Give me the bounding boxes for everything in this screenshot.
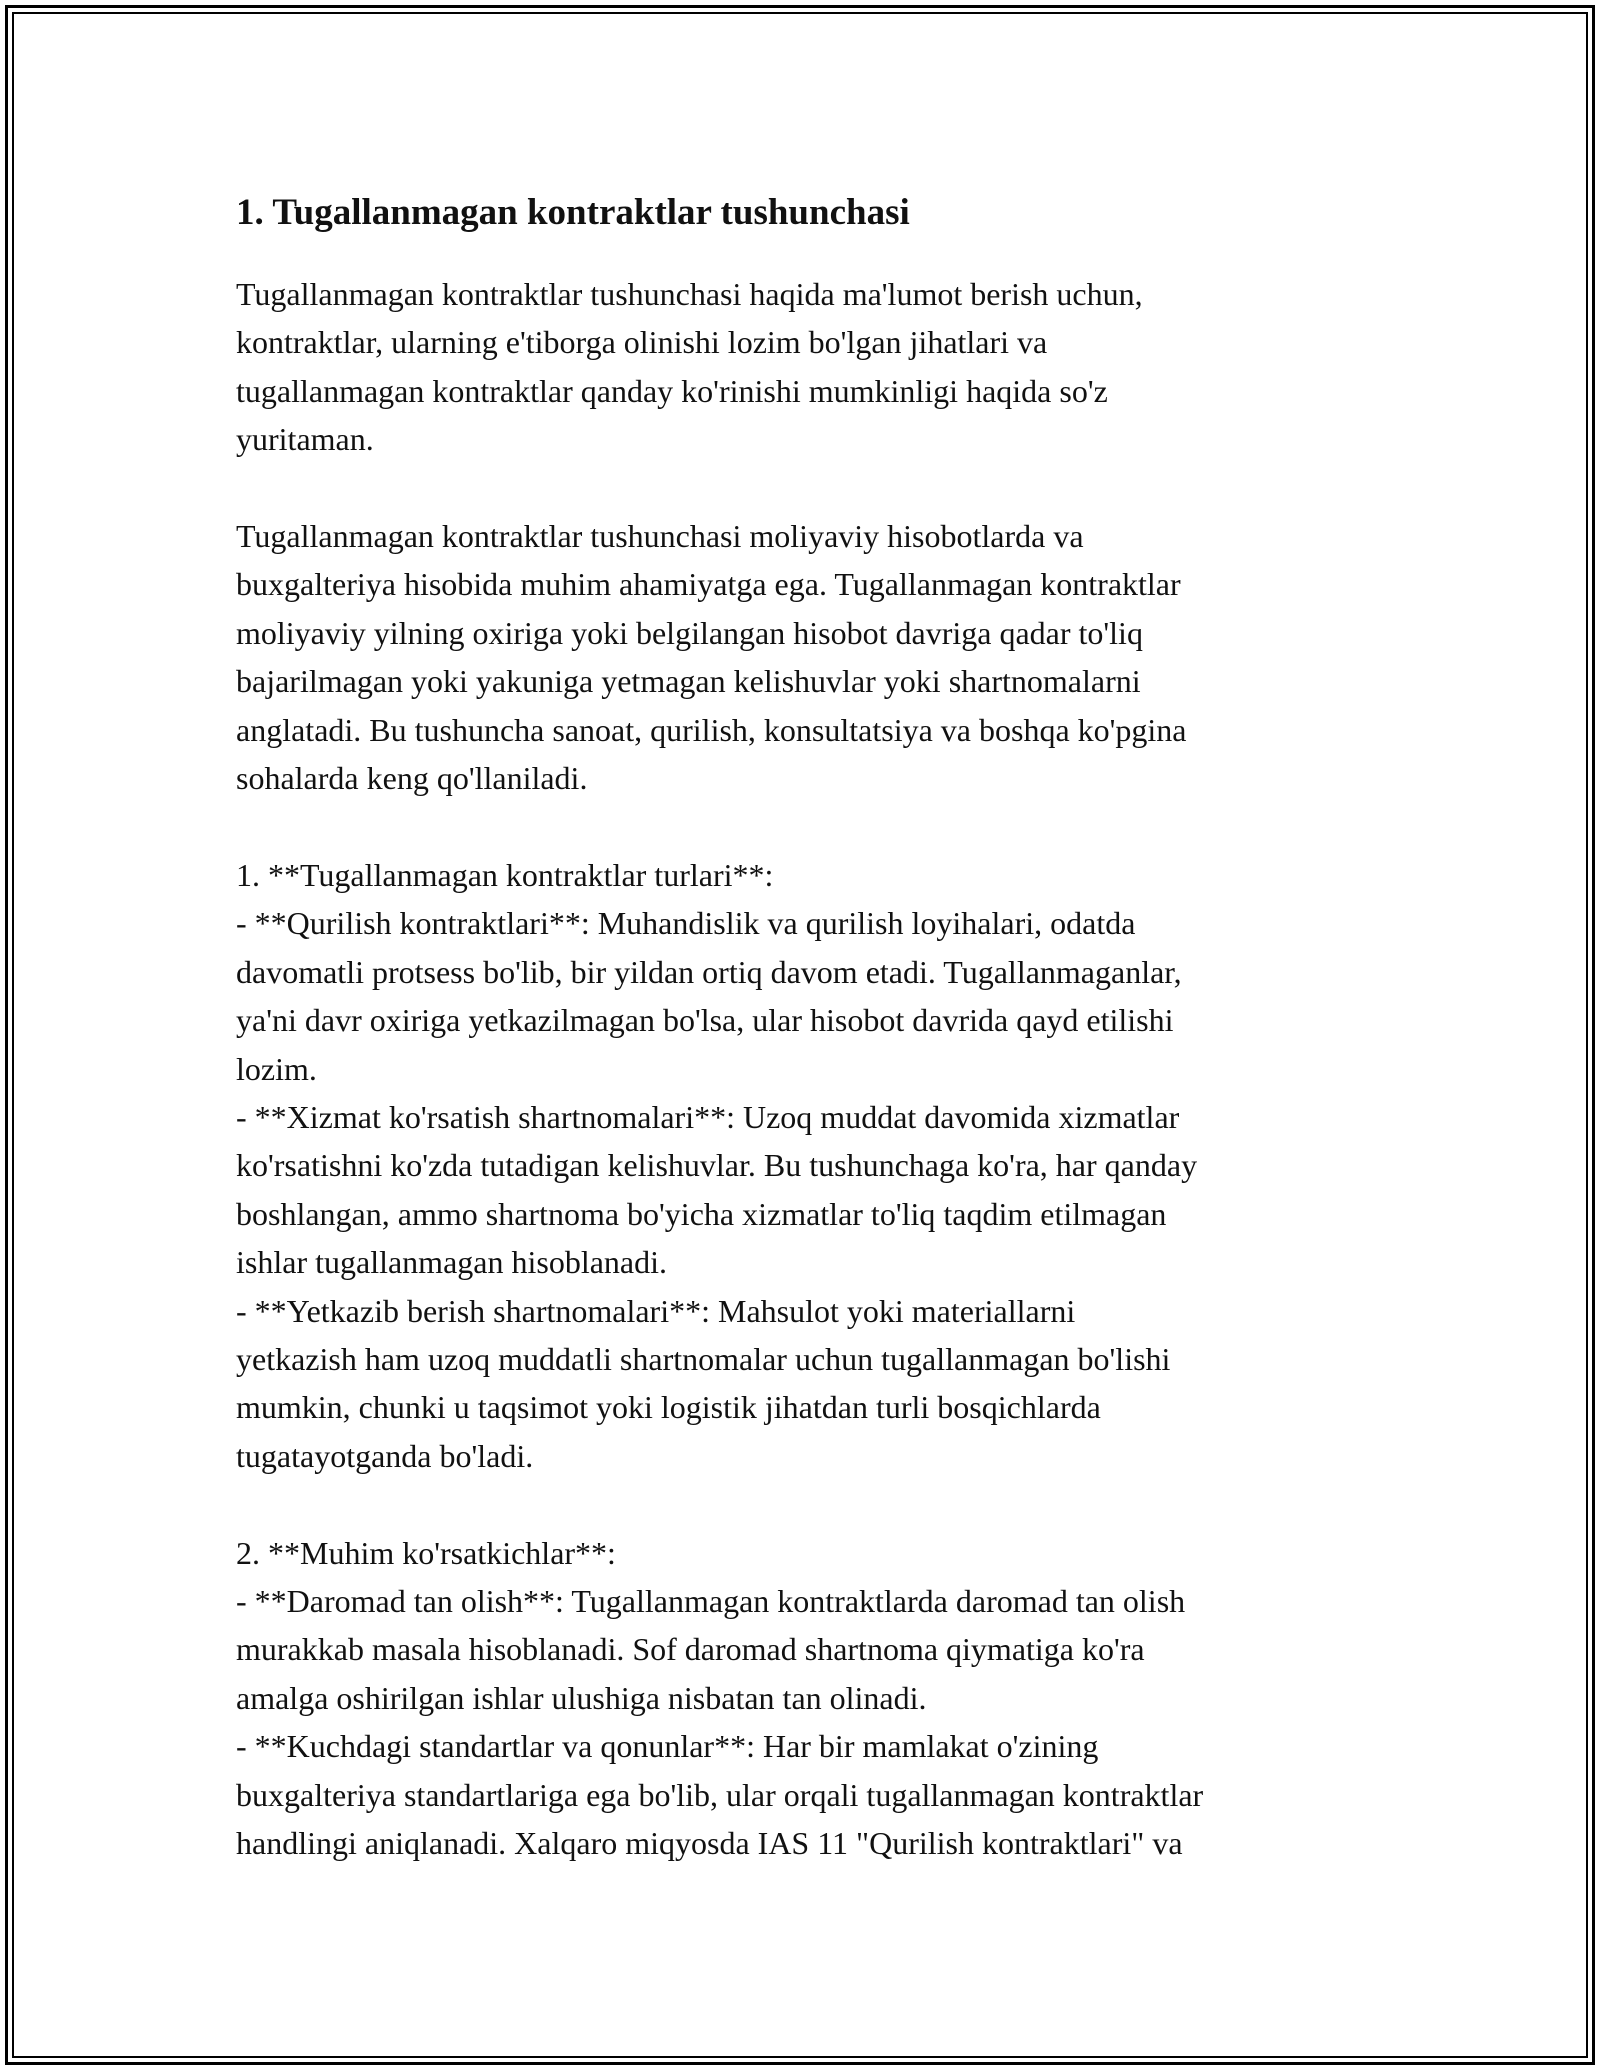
list-key-indicators: 2. **Muhim ko'rsatkichlar**: - **Daromad tan olish**: Tugallanmagan kontraktlarda daromad tan olish murakkab masala hisoblanadi. Sof daromad shartnoma qiymatiga ko'ra amalga oshirilgan ishlar ulushiga nisbatan tan olinadi. - **Kuchdagi standartlar va qonunlar**: Har bir mamlakat o'zining buxgalteriya standartlariga ega bo'lib, ular orqali tugallanmagan kontraktlar handlingi aniqlanadi. Xalqaro miqyosda IAS 11 "Qurilish kontraktlari" va: [236, 1534, 1204, 1861]
paragraph-spacer: [236, 464, 1376, 512]
list-contract-types: 1. **Tugallanmagan kontraktlar turlari**: - **Qurilish kontraktlari**: Muhandislik va qurilish loyihalari, odatda davomatli protsess bo'lib, bir yildan ortiq davom etadi. Tugallanmaganlar, ya'ni davr oxiriga yetkazilmagan bo'lsa, ular hisobot davrida qayd etilishi lozim. - **Xizmat ko'rsatish shartnomalari**: Uzoq muddat davomida xizmatlar ko'rsatishni ko'zda tutadigan kelishuvlar. Bu tushunchaga ko'ra, har qanday boshlangan, ammo shartnoma bo'yicha xizmatlar to'liq taqdim etilmagan ishlar tugallanmagan hisoblanadi. - **Yetkazib berish shartnomalari**: Mahsulot yoki materiallarni yetkazish ham uzoq muddatli shartnomalar uchun tugallanmagan bo'lishi mumkin, chunki u taqsimot yoki logistik jihatdan turli bosqichlarda tugatayotganda bo'ladi.: [236, 856, 1198, 1474]
paragraph-intro: Tugallanmagan kontraktlar tushunchasi haqida ma'lumot berish uchun, kontraktlar, ularning e'tiborga olinishi lozim bo'lgan jihatlari va tugallanmagan kontraktlar qanday ko'rinishi mumkinligi haqida so'z yuritaman.: [236, 276, 1143, 458]
paragraph-spacer: [236, 1480, 1376, 1528]
paragraph-spacer: [236, 802, 1376, 850]
section-heading: 1. Tugallanmagan kontraktlar tushunchasi: [236, 192, 910, 233]
paragraph-definition: Tugallanmagan kontraktlar tushunchasi moliyaviy hisobotlarda va buxgalteriya hisobida muhim ahamiyatga ega. Tugallanmagan kontraktlar moliyaviy yilning oxiriga yoki belgilangan hisobot davriga qadar to'liq bajarilmagan yoki yakuniga yetmagan kelishuvlar yoki shartnomalarni anglatadi. Bu tushuncha sanoat, qurilish, konsultatsiya va boshqa ko'pgina sohalarda keng qo'llaniladi.: [236, 518, 1187, 797]
document-body: [236, 186, 1376, 1867]
